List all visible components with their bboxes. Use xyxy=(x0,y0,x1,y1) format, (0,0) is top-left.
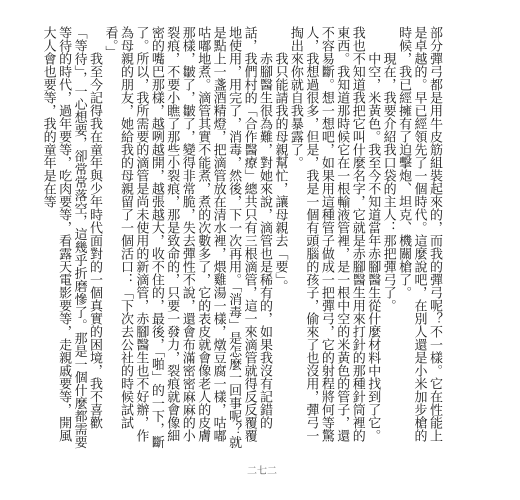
paragraph-6: 我至今記得我在童年與少年時代面對的一個真實的困境，我不喜歡「等待」，一心想要，卻常常落空，這幾乎折磨慘了。那是一個什麼都需要等待的時代，過年要等，吃肉要等，看露天電影要等，走親戚要等，開風大人會也要等，我的童年是在等 xyxy=(40,26,103,449)
paragraph-2: 現在，我要介紹我口袋的主人：那把彈弓了。 xyxy=(380,52,396,312)
paragraph-5: 赤腳醫生很為難，對她來說，滴管也是稀有的，如果我沒有記錯的話，我們村的「合作醫療」總共只有三根滴管，這一來滴管就得反反覆覆地使用，用完了，消毒，然後，下一次再用。「消毒」是怎麼一回事呢？就是點上一盞酒精燈，把滴管放在清水裡，煨雞湯一樣，燉豆腐一樣，咕嘟咕嘟地煮。滴管其實不能煮，煮的次數多了，它的表皮就會像老人的皮膚那樣，皺了，皺了，變得非常脆，失去彈性不說，還會布滿密密麻麻的小裂痕，不要小瞧了那些小裂痕，那是致命的，只要一發力，裂痕就會像細密的嘴巴那樣，越咧越開，越張越大，收不住的，最後，「啪」的一下，斷了。所以，我所需要的滴管是尚未使用的新滴管，赤腳醫生也不好辦，作為母親的朋友，她給我的母親留了一個活口：「下次去公社的時候試試看。」 xyxy=(102,26,273,449)
vertical-text-body xyxy=(40,26,442,451)
page-number: 二七二 xyxy=(247,466,277,477)
paragraph-1: 部分彈弓都是用牛皮筋組裝起來的，而我的彈弓呢？不一樣。它在性能上是卓越的。早已經領先了一個時代。這麼說吧，在別人還是小米加步槍的時候，我已經擁有了迫擊炮、坦克、機關槍了。 xyxy=(396,26,442,442)
paragraph-4: 我只能請我的母親幫忙，讓母親去「要」。 xyxy=(272,52,288,293)
paragraph-3: 中空，米黃色。我至今不知道當年赤腳醫生從什麼材料中找到了它。我也不知道我把它叫什麼名字，它就是赤腳醫生用來打針的那種針筒裡的東西。我知道那時候它在一根輸液管裡，是一根中空的米黃色的管子，還不容易斷。想一想吧，如果用這種管子做成一把彈弓，它的射程將何等驚人，我想過很多，但是，我是一個有頭腦的孩子，偷來了也沒用，彈弓一掏出來你就自我暴露了。 xyxy=(287,26,381,442)
